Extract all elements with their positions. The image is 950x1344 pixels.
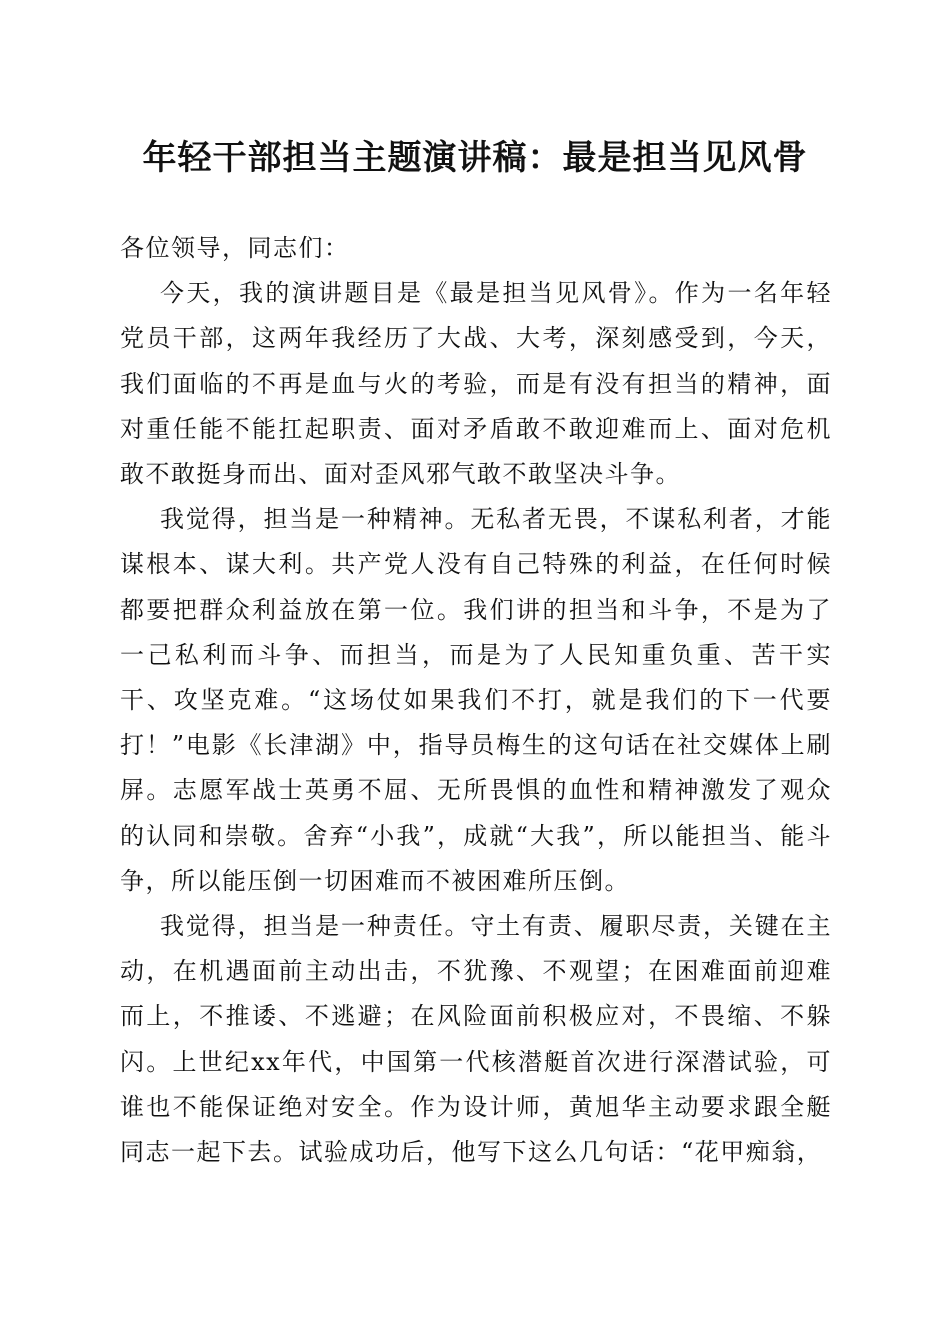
- paragraph-intro: 今天，我的演讲题目是《最是担当见风骨》。作为一名年轻党员干部，这两年我经历了大战、大考，深刻感受到，今天，我们面临的不再是血与火的考验，而是有没有担当的精神，面对重任能不能扛起职责、面对矛盾敢不敢迎难而上、面对危机敢不敢挺身而出、面对歪风邪气敢不敢坚决斗争。: [120, 279, 832, 489]
- paragraph-responsibility: 我觉得，担当是一种责任。守土有责、履职尽责，关键在主动，在机遇面前主动出击，不犹豫、不观望；在困难面前迎难而上，不推诿、不逃避；在风险面前积极应对，不畏缩、不躲闪。上世纪xx年代，中国第一代核潜艇首次进行深潜试验，可谁也不能保证绝对安全。作为设计师，黄旭华主动要求跟全艇同志一起下去。试验成功后，他写下这么几句话：“花甲痴翁，: [120, 912, 832, 1167]
- document-body: [120, 226, 832, 1175]
- salutation: 各位领导，同志们：: [120, 234, 350, 262]
- paragraph-spirit: 我觉得，担当是一种精神。无私者无畏，不谋私利者，才能谋根本、谋大利。共产党人没有自己特殊的利益，在任何时候都要把群众利益放在第一位。我们讲的担当和斗争，不是为了一己私利而斗争、而担当，而是为了人民知重负重、苦干实干、攻坚克难。“这场仗如果我们不打，就是我们的下一代要打！”电影《长津湖》中，指导员梅生的这句话在社交媒体上刷屏。志愿军战士英勇不屈、无所畏惧的血性和精神激发了观众的认同和崇敬。舍弃“小我”，成就“大我”，所以能担当、能斗争，所以能压倒一切困难而不被困难所压倒。: [120, 505, 832, 895]
- document-title: 年轻干部担当主题演讲稿：最是担当见风骨: [142, 138, 808, 178]
